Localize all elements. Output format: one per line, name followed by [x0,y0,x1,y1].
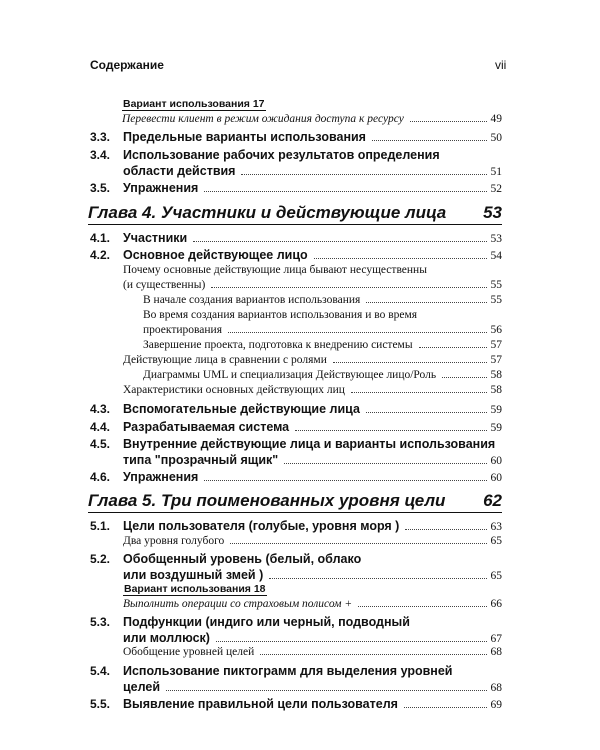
section-number: 4.5. [90,437,111,451]
dot-leader [166,689,486,691]
toc-entry-page: 68 [490,682,502,694]
dot-leader [269,577,486,579]
toc-subentry-a2[interactable] [123,354,502,366]
toc-entry-title: Использование пиктограмм для выделения уровней [123,664,453,678]
dot-leader [241,173,486,175]
section-number: 4.1. [90,231,111,245]
toc-entry-4-5-cont[interactable] [123,453,502,467]
toc-entry-page: 59 [490,422,502,434]
toc-entry-title: Использование рабочих результатов определения [123,148,440,162]
toc-entry-title: В начале создания вариантов использования [143,294,361,306]
toc-entry-title: Перевести клиент в режим ожидания доступа к ресурсу [122,113,404,125]
dot-leader [351,391,487,393]
toc-entry-title: Вспомогательные действующие лица [123,402,360,416]
dot-leader [216,640,487,642]
toc-entry-page: 60 [490,455,502,467]
section-number: 5.1. [90,519,111,533]
dot-leader [333,361,487,363]
section-number: 5.4. [90,664,111,678]
toc-entry-5-3-cont[interactable] [123,631,502,645]
toc-entry-title: Действующие лица в сравнении с ролями [123,354,327,366]
toc-entry-use-case-17[interactable] [122,113,502,125]
dot-leader [366,301,486,303]
dot-leader [228,331,487,333]
dot-leader [419,346,487,348]
toc-entry-5-5[interactable] [90,697,502,711]
toc-entry-page: 57 [490,354,502,366]
toc-subentry-b1[interactable] [143,294,502,306]
toc-entry-page: 60 [490,472,502,484]
toc-entry-title-cont: или моллюск) [123,631,210,645]
toc-entry-page: 57 [490,339,502,351]
toc-entry-page: 68 [490,646,502,658]
toc-entry-title: Выполнить операции со страховым полисом + [123,598,353,610]
chapter-title: Глава 5. Три поименованных уровня цели [88,491,446,510]
section-number: 3.3. [90,130,111,144]
toc-entry-page: 58 [490,369,502,381]
toc-entry-title: Внутренние действующие лица и варианты использования [123,437,496,451]
toc-entry-4-6[interactable] [90,470,502,484]
toc-entry-title: Завершение проекта, подготовка к внедрению системы [143,339,413,351]
toc-entry-4-4[interactable] [90,420,502,434]
dot-leader [372,139,487,141]
dot-leader [204,190,486,192]
toc-entry-use-case-18[interactable] [123,598,502,610]
toc-entry-title-cont: целей [123,680,161,694]
dot-leader [314,257,487,259]
toc-entry-page: 58 [490,384,502,396]
section-number: 5.5. [90,697,111,711]
toc-entry-title: Подфункции (индиго или черный, подводный [123,615,410,629]
toc-subentry-b3[interactable] [143,339,502,351]
dot-leader [442,376,486,378]
chapter-4-rule [88,224,502,225]
section-number: 4.3. [90,402,111,416]
running-header-title: Содержание [90,58,164,72]
toc-entry-5-2-cont[interactable] [123,568,502,582]
toc-entry-page: 65 [490,535,502,547]
toc-entry-title: Упражнения [123,181,199,195]
toc-entry-3-3[interactable] [90,130,502,144]
toc-entry-page: 59 [490,404,502,416]
section-number: 5.3. [90,615,111,629]
toc-subentry-a3[interactable] [123,384,502,396]
toc-entry-title: Обобщение уровней целей [123,646,255,658]
toc-entry-title: Упражнения [123,470,199,484]
toc-entry-title: Разрабатываемая система [123,420,290,434]
toc-subentry-title[interactable]: Во время создания вариантов использования и во время [143,309,418,321]
toc-entry-title: Предельные варианты использования [123,130,366,144]
toc-entry-page: 52 [490,183,502,195]
toc-subentry-a1-cont[interactable] [123,279,502,291]
toc-entry-title-cont: проектирования [143,324,222,336]
chapter-page: 62 [483,491,502,510]
toc-entry-page: 56 [490,324,502,336]
toc-entry-page: 51 [490,166,502,178]
toc-entry-title: Основное действующее лицо [123,248,308,262]
toc-entry-title-cont: типа "прозрачный ящик" [123,453,279,467]
toc-subentry-c2[interactable] [123,646,502,658]
chapter-5-heading[interactable] [88,491,502,511]
dot-leader [230,542,486,544]
toc-entry-4-1[interactable] [90,231,502,245]
section-number: 4.6. [90,470,111,484]
toc-entry-5-3[interactable] [90,615,502,629]
section-number: 3.4. [90,148,111,162]
toc-entry-5-4-cont[interactable] [123,680,502,694]
toc-entry-page: 50 [490,132,502,144]
dot-leader [204,479,486,481]
dot-leader [366,411,487,413]
toc-entry-title: Участники [123,231,188,245]
toc-entry-page: 67 [490,633,502,645]
toc-entry-page: 65 [490,570,502,582]
toc-entry-page: 69 [490,699,502,711]
section-number: 3.5. [90,181,111,195]
section-number: 5.2. [90,552,111,566]
toc-entry-4-2[interactable] [90,248,502,262]
toc-entry-5-2[interactable] [90,552,502,566]
section-number: 4.2. [90,248,111,262]
toc-entry-5-1[interactable] [90,519,502,533]
toc-entry-page: 49 [490,113,502,125]
chapter-page: 53 [483,203,502,222]
toc-entry-page: 55 [490,279,502,291]
running-header-page-number: vii [495,58,507,72]
toc-entry-4-5[interactable] [90,437,502,451]
toc-entry-page: 66 [490,598,502,610]
toc-entry-title: Диаграммы UML и специализация Действующее лицо/Роль [143,369,437,381]
chapter-5-rule [88,512,502,513]
toc-entry-title: Два уровня голубого [123,535,225,547]
toc-entry-page: 55 [490,294,502,306]
dot-leader [211,286,486,288]
section-number: 4.4. [90,420,111,434]
dot-leader [358,605,486,607]
dot-leader [193,240,486,242]
use-case-18-label: Вариант использования 18 [124,583,266,595]
toc-subentry-b4[interactable] [143,369,502,381]
toc-entry-page: 54 [490,250,502,262]
dot-leader [404,706,487,708]
dot-leader [405,528,486,530]
toc-entry-page: 53 [490,233,502,245]
toc-entry-title: Характеристики основных действующих лиц [123,384,345,396]
toc-entry-5-4[interactable] [90,664,502,678]
toc-entry-3-4[interactable] [90,148,502,162]
toc-entry-3-4-cont[interactable] [123,164,502,178]
toc-subentry-b2-cont[interactable] [143,324,502,336]
dot-leader [410,120,487,122]
toc-subentry-title[interactable]: Почему основные действующие лица бывают несущественны [123,264,427,276]
toc-entry-title-cont: (и существенны) [123,279,206,291]
toc-entry-title: Выявление правильной цели пользователя [123,697,398,711]
toc-entry-4-3[interactable] [90,402,502,416]
chapter-4-heading[interactable] [88,203,502,223]
toc-entry-title: Цели пользователя (голубые, уровня моря ) [123,519,400,533]
dot-leader [295,429,486,431]
dot-leader [260,653,486,655]
toc-entry-page: 63 [490,521,502,533]
dot-leader [284,462,486,464]
chapter-title: Глава 4. Участники и действующие лица [88,203,447,222]
toc-entry-title-cont: или воздушный змей ) [123,568,264,582]
toc-entry-title-cont: области действия [123,164,236,178]
toc-entry-3-5[interactable] [90,181,502,195]
use-case-17-label: Вариант использования 17 [123,98,265,110]
toc-entry-title: Обобщенный уровень (белый, облако [123,552,362,566]
toc-subentry-c1[interactable] [123,535,502,547]
